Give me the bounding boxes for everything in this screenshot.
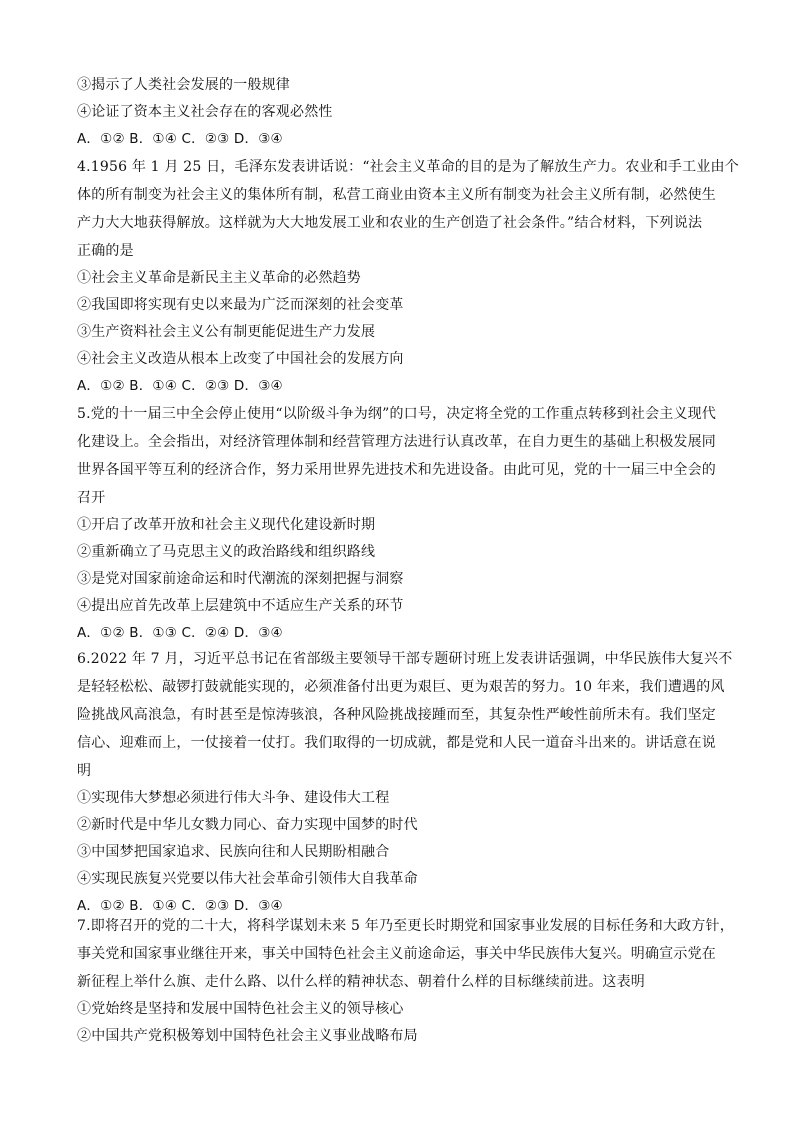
q6-option-1: ①实现伟大梦想必须进行伟大斗争、建设伟大工程 xyxy=(77,790,390,806)
q6-option-2: ②新时代是中华儿女戮力同心、奋力实现中国梦的时代 xyxy=(77,817,418,833)
question-4 xyxy=(77,153,739,400)
q3-option-4: ④论证了资本主义社会存在的客观必然性 xyxy=(77,104,333,120)
q5-stem-line: 5.党的十一届三中全会停止使用“以阶级斗争为纲”的口号，决定将全党的工作重点转移到社会主义现代 xyxy=(77,406,717,422)
q3-answer-choices: A．①② B．①④ C．②③ D．③④ xyxy=(77,131,283,147)
q5-stem-line: 化建设上。全会指出，对经济管理体制和经营管理方法进行认真改革，在自力更生的基础上积极发展同 xyxy=(77,434,716,450)
q5-answer-choices: A．①② B．①③ C．②④ D．③④ xyxy=(77,625,283,641)
q6-stem-line: 是轻轻松松、敲锣打鼓就能实现的，必须准备付出更为艰巨、更为艰苦的努力。10 年来，我们遭遇的风 xyxy=(77,679,725,695)
q6-option-3: ③中国梦把国家追求、民族向往和人民期盼相融合 xyxy=(77,844,390,860)
q4-stem-line: 产力大大地获得解放。这样就为大大地发展工业和农业的生产创造了社会条件。”结合材料，下列说法 xyxy=(77,215,703,231)
q6-answer-choices: A．①② B．①④ C．②③ D．③④ xyxy=(77,898,283,914)
q6-stem-line: 明 xyxy=(77,763,92,779)
q4-answer-choices: A．①② B．①④ C．②③ D．③④ xyxy=(77,378,283,394)
q7-option-1: ①党始终是坚持和发展中国特色社会主义的领导核心 xyxy=(77,1001,404,1017)
q4-stem xyxy=(77,153,739,265)
q6-stem-line: 险挑战风高浪急，有时甚至是惊涛骇浪，各种风险挑战接踵而至，其复杂性严峻性前所未有。我们坚定 xyxy=(77,707,716,723)
q5-option-3: ③是党对国家前途命运和时代潮流的深刻把握与洞察 xyxy=(77,571,404,587)
question-7 xyxy=(77,912,734,1050)
q4-option-4: ④社会主义改造从根本上改变了中国社会的发展方向 xyxy=(77,351,404,367)
question-3-tail xyxy=(77,72,717,153)
q4-stem-line: 正确的是 xyxy=(77,243,134,259)
q4-stem-line: 体的所有制变为社会主义的集体所有制，私营工商业由资本主义所有制变为社会主义所有制，必然使生 xyxy=(77,187,716,203)
q7-stem xyxy=(77,912,734,996)
q6-stem-line: 信心、迎难而上，一仗接着一仗打。我们取得的一切成就，都是党和人民一道奋斗出来的。讲话意在说 xyxy=(77,735,716,751)
q7-stem-line: 7.即将召开的党的二十大，将科学谋划未来 5 年乃至更长时期党和国家事业发展的目标任务和大政方针， xyxy=(77,918,734,934)
q5-stem-line: 召开 xyxy=(77,490,106,506)
q5-stem-line: 世界各国平等互利的经济合作，努力采用世界先进技术和先进设备。由此可见，党的十一届三中全会的 xyxy=(77,462,716,478)
q7-option-2: ②中国共产党积极筹划中国特色社会主义事业战略布局 xyxy=(77,1028,418,1044)
q5-option-1: ①开启了改革开放和社会主义现代化建设新时期 xyxy=(77,517,376,533)
q6-stem-line: 6.2022 年 7 月，习近平总书记在省部级主要领导干部专题研讨班上发表讲话强调，中华民族伟大复兴不 xyxy=(77,651,733,667)
q5-option-4: ④提出应首先改革上层建筑中不适应生产关系的环节 xyxy=(77,598,404,614)
q6-stem xyxy=(77,645,733,785)
q5-stem xyxy=(77,400,717,512)
question-6 xyxy=(77,645,733,920)
q4-option-2: ②我国即将实现有史以来最为广泛而深刻的社会变革 xyxy=(77,297,404,313)
q4-stem-line: 4.1956 年 1 月 25 日，毛泽东发表讲话说：“社会主义革命的目的是为了解放生产力。农业和手工业由个 xyxy=(77,159,739,175)
q4-option-1: ①社会主义革命是新民主主义革命的必然趋势 xyxy=(77,270,361,286)
q6-option-4: ④实现民族复兴党要以伟大社会革命引领伟大自我革命 xyxy=(77,871,418,887)
q7-stem-line: 新征程上举什么旗、走什么路、以什么样的精神状态、朝着什么样的目标继续前进。这表明 xyxy=(77,974,645,990)
question-5 xyxy=(77,400,717,647)
q7-stem-line: 事关党和国家事业继往开来，事关中国特色社会主义前途命运，事关中华民族伟大复兴。明确宣示党在 xyxy=(77,946,716,962)
q3-option-3: ③揭示了人类社会发展的一般规律 xyxy=(77,77,290,93)
q5-option-2: ②重新确立了马克思主义的政治路线和组织路线 xyxy=(77,544,376,560)
q4-option-3: ③生产资料社会主义公有制更能促进生产力发展 xyxy=(77,324,376,340)
